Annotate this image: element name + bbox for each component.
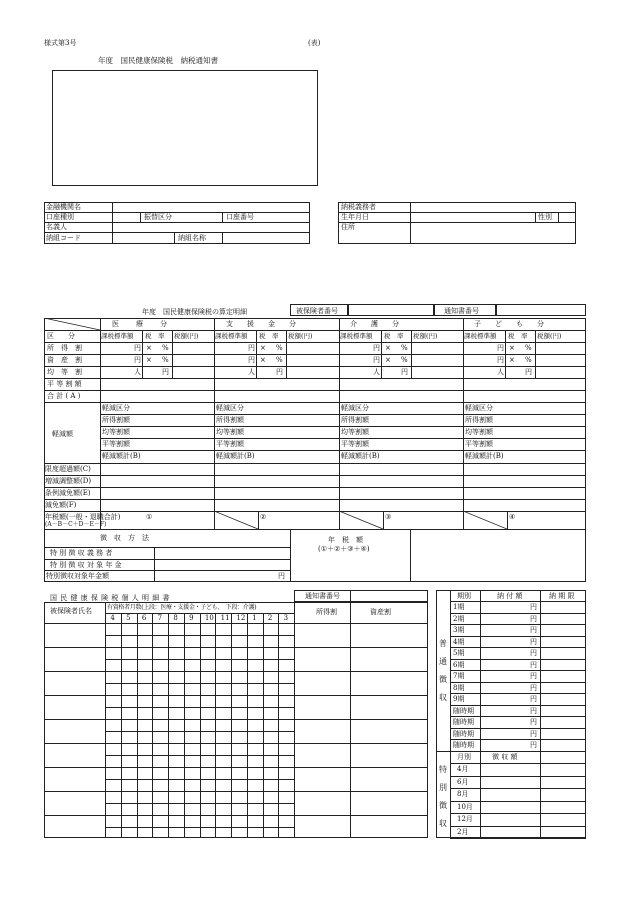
group-name-label: 納組名称 (178, 234, 206, 242)
month-4: 4 (110, 614, 115, 622)
yen-mark: 円 (530, 718, 537, 726)
form-number: 様式第3号 (44, 39, 77, 47)
period-2: 2期 (453, 614, 465, 623)
month-6: 6 (141, 614, 147, 622)
method-label: 徴 収 方 法 (100, 534, 149, 542)
special-month: 12月 (457, 815, 473, 823)
reduction-flat: 平等割額 (341, 440, 369, 448)
col-base: 課税標準額 (340, 332, 373, 340)
normal-collect-char: 収 (439, 693, 447, 702)
row-flat: 平 等 割 額 (47, 380, 82, 388)
period-10: 随時期 (453, 706, 474, 715)
month-12: 12 (236, 614, 246, 622)
special-month: 10月 (457, 802, 473, 811)
period-13: 随時期 (453, 741, 474, 749)
category-medical: 医 療 分 (112, 320, 168, 328)
yen-mark: 円 (530, 741, 537, 749)
bank-info-box (44, 202, 310, 244)
yen-mark: 円 (530, 637, 537, 646)
period-8: 8期 (453, 683, 465, 692)
circle-3: ③ (385, 513, 392, 521)
reduction-kubun: 軽減区分 (465, 404, 493, 412)
special-collect-char: 特 (439, 765, 447, 774)
reduction-income: 所得割額 (341, 416, 369, 424)
special-collect-char: 別 (439, 783, 447, 792)
person-mark: 人 (497, 368, 504, 376)
month-8: 8 (173, 614, 178, 622)
reduction-equal: 均等割額 (216, 428, 244, 436)
yen-mark: 円 (530, 695, 537, 703)
special-obligor-label: 特 別 徴 収 義 務 者 (50, 549, 113, 557)
notice-no-label: 通知書番号 (444, 307, 479, 315)
account-number-label: 口座番号 (226, 213, 254, 221)
month-1: 1 (252, 614, 257, 622)
month-col: 月別 (457, 753, 471, 761)
reduction-total: 軽減額計(B) (102, 452, 141, 460)
period-6: 6期 (453, 660, 465, 669)
col-amount: 税額(円) (174, 332, 199, 340)
yen-mark: 円 (162, 368, 169, 376)
period-12: 随時期 (453, 729, 474, 738)
times-mark: × (509, 356, 515, 364)
special-pension-label: 特 別 徴 収 対 象 年 金 (50, 561, 122, 569)
reduction-income: 所得割額 (465, 416, 493, 424)
reduction-label: 軽減額 (52, 430, 73, 438)
category-support: 支 援 金 分 (226, 320, 296, 328)
normal-collect-char: 通 (439, 657, 447, 666)
yen-mark: 円 (248, 344, 255, 352)
yen-mark: 円 (530, 672, 537, 680)
month-3: 3 (283, 614, 289, 622)
row-total: 合 計 ( A ) (47, 392, 81, 400)
percent-mark: % (525, 356, 532, 364)
reduction-kubun: 軽減区分 (102, 404, 130, 412)
annual-diagonal (214, 511, 258, 529)
reduction-equal: 均等割額 (102, 428, 130, 436)
col-base: 課税標準額 (101, 332, 134, 340)
times-mark: × (385, 356, 391, 364)
col-rate: 税 率 (259, 332, 279, 340)
reduction-flat: 平等割額 (216, 440, 244, 448)
yen-mark: 円 (530, 649, 537, 657)
members-title: 国 民 健 康 保 険 税 個 人 明 細 書 (50, 594, 170, 602)
limit-over-label: 限度超過額(C) (45, 465, 91, 473)
group-code-label: 納組コード (46, 234, 81, 242)
special-month: 4月 (457, 765, 469, 773)
yen-mark: 円 (134, 344, 141, 352)
period-9: 9期 (453, 695, 465, 703)
row-income: 所 得 割 (47, 344, 82, 352)
special-pension-amount-label: 特別徴収対象年金額 (46, 572, 109, 580)
yen-mark: 円 (373, 344, 380, 352)
reduction-total: 軽減額計(B) (465, 452, 504, 460)
percent-mark: % (162, 344, 169, 352)
bank-name-label: 金融機関名 (46, 203, 81, 211)
reduction-income: 所得割額 (216, 416, 244, 424)
period-col: 期別 (457, 592, 471, 600)
times-mark: × (509, 344, 515, 352)
period-3: 3期 (453, 626, 465, 634)
months-header: 有資格者月数(上段：医療・支援金・子ども、 下段：介護) (107, 604, 257, 611)
col-rate: 税 率 (384, 332, 404, 340)
header-diagonal (44, 318, 100, 330)
annual-tax-formula: (①＋②＋③＋④) (318, 545, 370, 553)
circle-2: ② (260, 513, 267, 521)
circle-1: ① (146, 513, 153, 521)
period-11: 随時期 (453, 718, 474, 726)
member-asset-col: 資産割 (370, 608, 391, 616)
yen-mark: 円 (530, 614, 537, 623)
yen-mark: 円 (525, 368, 532, 376)
yen-mark: 円 (248, 356, 255, 364)
yen-mark: 円 (530, 683, 537, 692)
increase-adj-label: 増減調整額(D) (45, 477, 92, 485)
reduction-equal: 均等割額 (341, 428, 369, 436)
percent-mark: % (162, 356, 169, 364)
sex-label: 性別 (538, 213, 552, 221)
times-mark: × (385, 344, 391, 352)
calc-title: 年度 国民健康保険税の算定明細 (142, 308, 247, 316)
percent-mark: % (525, 344, 532, 352)
ordinance-label: 条例減免額(E) (45, 489, 91, 497)
member-name-col: 被保険者氏名 (50, 607, 92, 615)
row-equal: 均 等 割 (47, 368, 82, 376)
special-month: 8月 (457, 790, 469, 798)
period-7: 7期 (453, 672, 465, 680)
special-collect-char: 徴 (439, 801, 447, 810)
special-collect-char: 収 (439, 819, 447, 828)
annual-diagonal (339, 511, 383, 529)
special-month: 6月 (457, 777, 469, 786)
collect-col: 徴 収 額 (492, 753, 518, 761)
special-pension-yen: 円 (278, 572, 285, 580)
dob-label: 生年月日 (341, 213, 369, 221)
special-month: 2月 (457, 827, 469, 836)
period-4: 4期 (453, 637, 465, 646)
col-amount: 税額(円) (537, 332, 562, 340)
member-income-col: 所得割 (316, 608, 337, 616)
reduction-equal: 均等割額 (465, 428, 493, 436)
deadline-col: 納 期 限 (549, 592, 575, 600)
month-11: 11 (220, 614, 230, 622)
yen-mark: 円 (530, 706, 537, 715)
annual-diagonal (463, 511, 507, 529)
address-label: 住所 (341, 223, 355, 231)
reduction-flat: 平等割額 (102, 440, 130, 448)
reduction-kubun: 軽減区分 (216, 404, 244, 412)
members-notice-no: 通知書番号 (305, 592, 340, 600)
form-side: (表) (308, 39, 321, 47)
category-child: 子 ど も 分 (474, 320, 544, 328)
yen-mark: 円 (373, 356, 380, 364)
yen-mark: 円 (497, 356, 504, 364)
normal-collect-char: 徴 (439, 675, 447, 684)
reduction-total: 軽減額計(B) (341, 452, 380, 460)
period-1: 1期 (453, 603, 465, 611)
reduction-kubun: 軽減区分 (341, 404, 369, 412)
yen-mark: 円 (530, 626, 537, 634)
percent-mark: % (401, 356, 408, 364)
reduction-flat: 平等割額 (465, 440, 493, 448)
document-title: 年度 国民健康保険税 納税通知書 (98, 56, 218, 65)
yen-mark: 円 (530, 729, 537, 738)
row-asset: 資 産 割 (47, 356, 82, 364)
month-2: 2 (267, 614, 273, 622)
col-base: 課税標準額 (215, 332, 248, 340)
yen-mark: 円 (530, 660, 537, 669)
person-mark: 人 (248, 368, 255, 376)
address-window-box (52, 70, 318, 186)
col-rate: 税 率 (145, 332, 165, 340)
transfer-type-label: 振替区分 (144, 213, 172, 221)
times-mark: × (260, 344, 266, 352)
yen-mark: 円 (134, 356, 141, 364)
month-10: 10 (204, 614, 214, 622)
person-mark: 人 (134, 368, 141, 376)
exemption-label: 減免額(F) (45, 501, 77, 509)
annual-formula: (A－B－C＋D－E－F) (45, 521, 107, 528)
amount-col: 納 付 額 (497, 592, 523, 600)
col-amount: 税額(円) (288, 332, 313, 340)
col-amount: 税額(円) (413, 332, 438, 340)
times-mark: × (146, 356, 152, 364)
account-holder-label: 名義人 (46, 223, 67, 231)
col-base: 課税標準額 (464, 332, 497, 340)
times-mark: × (146, 344, 152, 352)
yen-mark: 円 (401, 368, 408, 376)
category-care: 介 護 分 (350, 320, 399, 328)
reduction-income: 所得割額 (102, 416, 130, 424)
kubun-label: 区 分 (47, 332, 75, 340)
percent-mark: % (276, 344, 283, 352)
taxpayer-label: 納税義務者 (341, 203, 376, 211)
annual-tax-label: 年 税 額 (328, 536, 363, 544)
month-5: 5 (126, 614, 131, 622)
col-rate: 税 率 (508, 332, 528, 340)
month-9: 9 (189, 614, 194, 622)
period-5: 5期 (453, 649, 465, 657)
yen-mark: 円 (530, 603, 537, 611)
normal-collect-char: 普 (439, 639, 447, 648)
account-type-label: 口座種別 (46, 213, 74, 221)
reduction-total: 軽減額計(B) (216, 452, 255, 460)
times-mark: × (260, 356, 266, 364)
person-mark: 人 (373, 368, 380, 376)
percent-mark: % (276, 356, 283, 364)
yen-mark: 円 (276, 368, 283, 376)
annual-label: 年税額(一般・退職合計) (45, 513, 121, 521)
insured-no-label: 被保険者番号 (296, 307, 338, 315)
yen-mark: 円 (497, 344, 504, 352)
month-7: 7 (157, 614, 163, 622)
circle-4: ④ (509, 513, 516, 521)
percent-mark: % (401, 344, 408, 352)
